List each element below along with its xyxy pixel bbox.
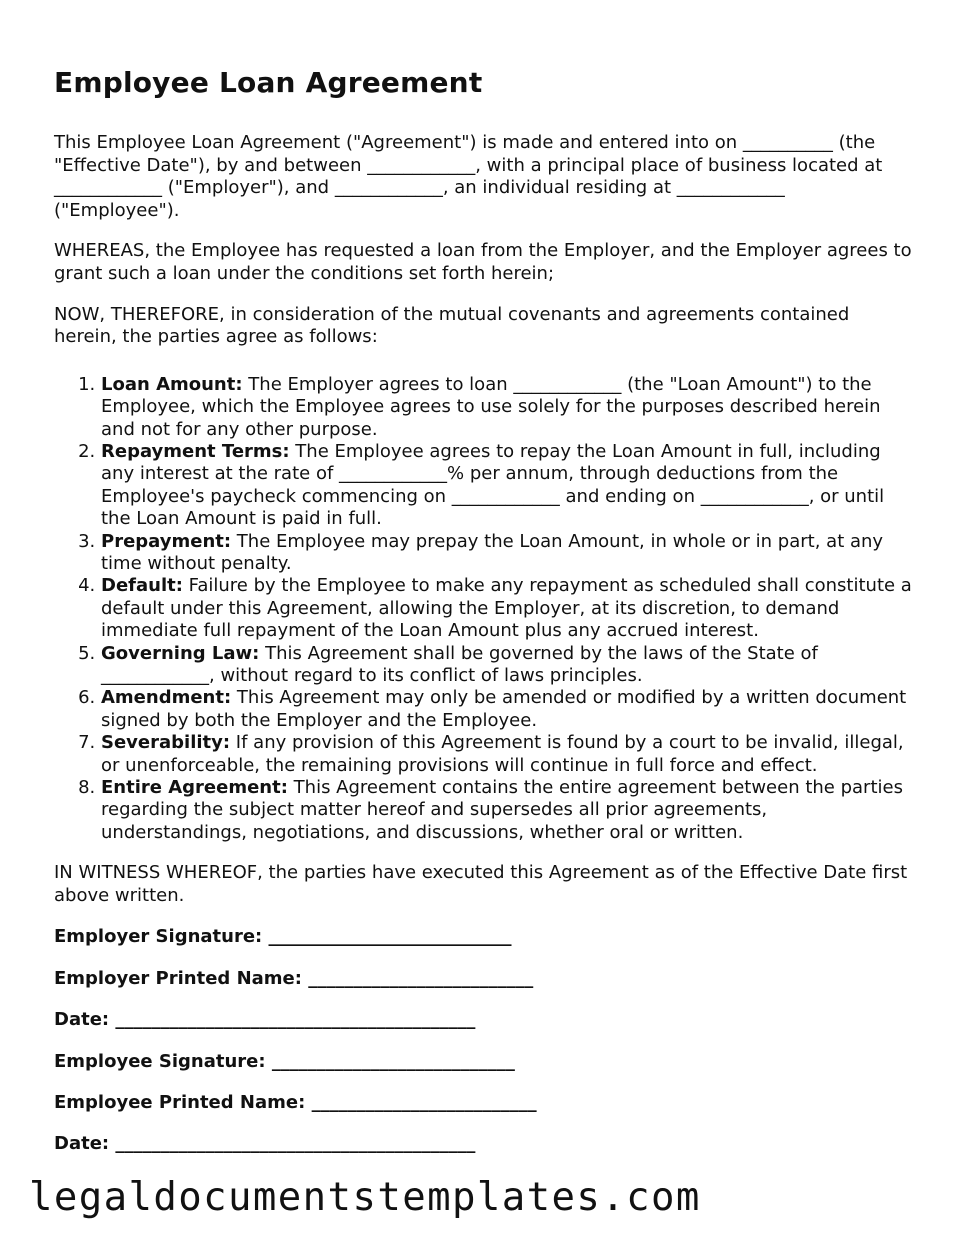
document-page bbox=[54, 62, 912, 1174]
signature-blank[interactable]: ________________________________________ bbox=[115, 1009, 476, 1031]
signature-blank[interactable]: _________________________ bbox=[311, 1092, 537, 1114]
clause-text: The Employer agrees to loan ____________ (the "Loan Amount") to the Employee, which the Employee agrees to use solely for the purposes described herein and not for any other purpose. bbox=[101, 373, 881, 440]
agreement-clauses-list bbox=[54, 374, 912, 845]
whereas-paragraph: WHEREAS, the Employee has requested a loan from the Employer, and the Employer agrees to grant such a loan under the conditions set forth herein; bbox=[54, 240, 912, 284]
employer-signature-line[interactable] bbox=[54, 925, 912, 948]
clause-title: Entire Agreement: bbox=[101, 777, 288, 799]
clause-title: Prepayment: bbox=[101, 530, 232, 552]
signature-label: Employer Signature: bbox=[54, 926, 263, 948]
clause-title: Loan Amount: bbox=[101, 373, 243, 395]
employee-signature-line[interactable] bbox=[54, 1050, 912, 1073]
employee-date-line[interactable] bbox=[54, 1132, 912, 1155]
clause-text: If any provision of this Agreement is found by a court to be invalid, illegal, or unenforceable, the remaining provisions will continue in full force and effect. bbox=[101, 732, 904, 776]
signature-blank[interactable]: ___________________________ bbox=[271, 1050, 515, 1072]
signature-block bbox=[54, 925, 912, 1155]
clause-default bbox=[101, 575, 912, 642]
clause-title: Severability: bbox=[101, 732, 231, 754]
signature-label: Date: bbox=[54, 1133, 110, 1155]
document-title: Employee Loan Agreement bbox=[54, 66, 483, 99]
clause-text: This Agreement may only be amended or modified by a written document signed by both the Employer and the Employee. bbox=[101, 687, 907, 731]
clause-repayment-terms bbox=[101, 441, 912, 531]
signature-label: Employer Printed Name: bbox=[54, 967, 302, 989]
clause-text: Failure by the Employee to make any repayment as scheduled shall constitute a default under this Agreement, allowing the Employer, at its discretion, to demand immediate full repayment of the Loan Amount plus any accrued interest. bbox=[101, 575, 912, 642]
clause-title: Amendment: bbox=[101, 687, 232, 709]
intro-paragraph: This Employee Loan Agreement ("Agreement") is made and entered into on __________ (the "Effective Date"), by and between ____________, with a principal place of business located at ____________ ("Employer"), and ____________, an individual residing at ____________ ("Employee"). bbox=[54, 132, 883, 221]
clause-title: Default: bbox=[101, 575, 183, 597]
website-watermark: legaldocumentstemplates.com bbox=[29, 1175, 701, 1220]
clause-governing-law bbox=[101, 643, 912, 688]
clause-severability bbox=[101, 732, 912, 777]
signature-label: Employee Signature: bbox=[54, 1050, 266, 1072]
signature-label: Date: bbox=[54, 1009, 110, 1031]
clause-title: Governing Law: bbox=[101, 642, 260, 664]
clause-loan-amount bbox=[101, 374, 912, 441]
signature-blank[interactable]: ___________________________ bbox=[268, 926, 512, 948]
now-therefore-paragraph: NOW, THEREFORE, in consideration of the mutual covenants and agreements contained herein, the parties agree as follows: bbox=[54, 303, 850, 348]
witness-paragraph: IN WITNESS WHEREOF, the parties have executed this Agreement as of the Effective Date first above written. bbox=[54, 862, 908, 906]
employer-printed-name-line[interactable] bbox=[54, 967, 912, 990]
clause-prepayment bbox=[101, 531, 912, 576]
signature-label: Employee Printed Name: bbox=[54, 1092, 306, 1114]
signature-blank[interactable]: ________________________________________ bbox=[115, 1133, 476, 1155]
signature-blank[interactable]: _________________________ bbox=[308, 967, 534, 989]
clause-text: The Employee agrees to repay the Loan Amount in full, including any interest at the rate of ____________% per annum, through deductions from the Employee's paycheck commencing on ____________ and ending on ____________, or until the Loan Amount is paid in full. bbox=[101, 440, 885, 530]
clause-entire-agreement bbox=[101, 777, 912, 844]
employee-printed-name-line[interactable] bbox=[54, 1091, 912, 1114]
clause-text: The Employee may prepay the Loan Amount, in whole or in part, at any time without penalty. bbox=[101, 530, 884, 574]
clause-text: This Agreement contains the entire agreement between the parties regarding the subject matter hereof and supersedes all prior agreements, understandings, negotiations, and discussions, whether oral or written. bbox=[101, 777, 903, 843]
clause-text: This Agreement shall be governed by the laws of the State of ____________, without regard to its conflict of laws principles. bbox=[101, 642, 818, 687]
clause-amendment bbox=[101, 687, 912, 732]
clause-title: Repayment Terms: bbox=[101, 440, 290, 462]
employer-date-line[interactable] bbox=[54, 1008, 912, 1031]
